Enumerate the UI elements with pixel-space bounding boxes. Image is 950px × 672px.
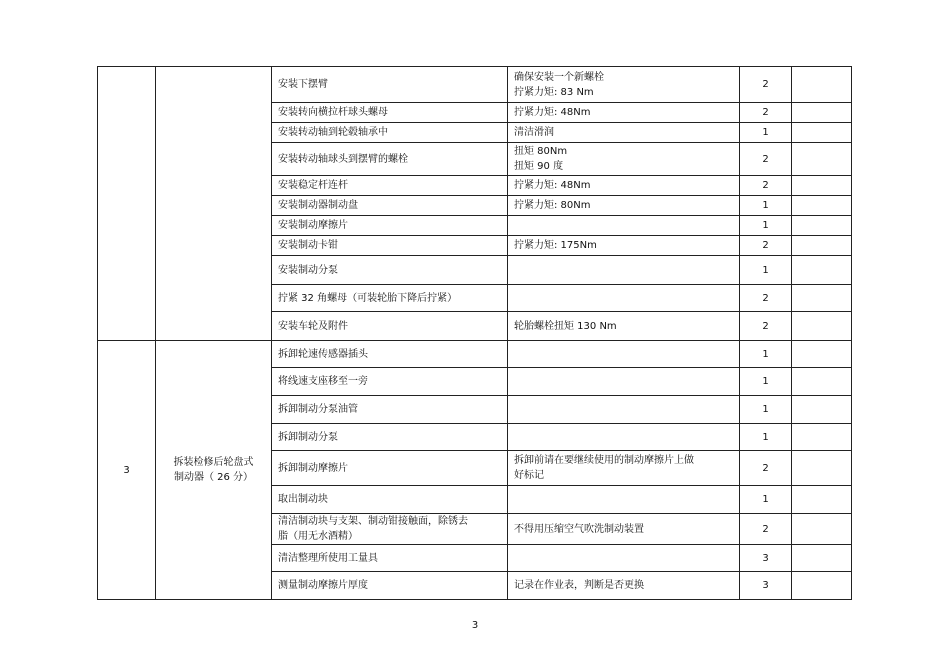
- deduction-cell: [792, 123, 852, 143]
- requirement-cell: [508, 341, 740, 368]
- score-cell: 1: [740, 486, 792, 514]
- deduction-cell: [792, 143, 852, 176]
- requirement-cell: [508, 176, 740, 196]
- step-cell: 安装转动轴球头到摆臂的螺栓: [272, 143, 508, 176]
- step-cell: 安装稳定杆连杆: [272, 176, 508, 196]
- requirement-cell: [508, 103, 740, 123]
- step-cell: 清洁整理所使用工量具: [272, 545, 508, 572]
- deduction-cell: [792, 285, 852, 312]
- deduction-cell: [792, 486, 852, 514]
- text-line: 拆卸前请在要继续使用的制动摩擦片上做: [514, 455, 694, 466]
- text-line: 脂（用无水酒精）: [278, 531, 358, 542]
- step-cell: 将线速支座移至一旁: [272, 368, 508, 396]
- deduction-cell: [792, 176, 852, 196]
- text-line: 不得用压缩空气吹洗制动装置: [514, 523, 644, 535]
- score-cell: 2: [740, 236, 792, 256]
- step-cell: 拧紧 32 角螺母（可装轮胎下降后拧紧）: [272, 285, 508, 312]
- requirement-cell: [508, 486, 740, 514]
- score-cell: 1: [740, 196, 792, 216]
- table-row: [98, 341, 852, 368]
- assessment-table: [97, 66, 852, 600]
- step-cell: 安装制动卡钳: [272, 236, 508, 256]
- step-cell: 拆卸轮速传感器插头: [272, 341, 508, 368]
- assessment-table-body: [98, 67, 852, 600]
- text-line: 清洁制动块与支架、制动钳接触面，除锈去: [278, 516, 468, 527]
- score-cell: 3: [740, 545, 792, 572]
- step-cell: 拆卸制动分泵油管: [272, 396, 508, 424]
- item-number-cell: 3: [98, 341, 156, 600]
- score-cell: 1: [740, 123, 792, 143]
- score-cell: 1: [740, 216, 792, 236]
- score-cell: 2: [740, 312, 792, 341]
- deduction-cell: [792, 103, 852, 123]
- requirement-cell: [508, 256, 740, 285]
- requirement-cell: [508, 143, 740, 176]
- item-number-cell: [98, 67, 156, 341]
- requirement-cell: [508, 424, 740, 451]
- step-cell: 安装转动轴到轮毂轴承中: [272, 123, 508, 143]
- score-cell: 2: [740, 143, 792, 176]
- requirement-cell: [508, 123, 740, 143]
- text-line: 扭矩 80Nm: [514, 146, 568, 157]
- requirement-cell: [508, 514, 740, 545]
- text-line: 记录在作业表，判断是否更换: [514, 580, 644, 591]
- project-cell: [156, 67, 272, 341]
- requirement-cell: [508, 545, 740, 572]
- text-line: 扭矩 90 度: [514, 161, 564, 172]
- text-line: 拧紧力矩: 175Nm: [514, 240, 597, 251]
- requirement-cell: [508, 67, 740, 103]
- page-number: 3: [471, 620, 479, 631]
- text-line: 拧紧力矩: 48Nm: [514, 107, 591, 118]
- step-cell: 安装车轮及附件: [272, 312, 508, 341]
- step-cell: 拆卸制动摩擦片: [272, 451, 508, 486]
- deduction-cell: [792, 451, 852, 486]
- score-cell: 2: [740, 103, 792, 123]
- text-line: 好标记: [514, 470, 544, 481]
- step-cell: 安装制动器制动盘: [272, 196, 508, 216]
- requirement-cell: [508, 368, 740, 396]
- score-cell: 1: [740, 341, 792, 368]
- score-cell: 1: [740, 424, 792, 451]
- text-line: 拧紧力矩: 83 Nm: [514, 86, 594, 98]
- requirement-cell: [508, 451, 740, 486]
- requirement-cell: [508, 236, 740, 256]
- deduction-cell: [792, 236, 852, 256]
- step-cell: 安装制动摩擦片: [272, 216, 508, 236]
- text-line: 拧紧力矩: 48Nm: [514, 180, 591, 191]
- deduction-cell: [792, 67, 852, 103]
- score-cell: 2: [740, 176, 792, 196]
- step-cell: 拆卸制动分泵: [272, 424, 508, 451]
- step-cell: 安装制动分泵: [272, 256, 508, 285]
- text-line: 拆装检修后轮盘式: [173, 457, 254, 468]
- text-line: 清洁滑润: [514, 127, 554, 138]
- step-cell: 安装下摆臂: [272, 67, 508, 103]
- requirement-cell: [508, 312, 740, 341]
- deduction-cell: [792, 312, 852, 341]
- deduction-cell: [792, 196, 852, 216]
- deduction-cell: [792, 572, 852, 600]
- requirement-cell: [508, 216, 740, 236]
- deduction-cell: [792, 424, 852, 451]
- deduction-cell: [792, 545, 852, 572]
- score-cell: 1: [740, 256, 792, 285]
- text-line: 轮胎螺栓扭矩 130 Nm: [514, 320, 617, 332]
- requirement-cell: [508, 196, 740, 216]
- score-cell: 3: [740, 572, 792, 600]
- requirement-cell: [508, 572, 740, 600]
- score-cell: 1: [740, 396, 792, 424]
- score-cell: 2: [740, 285, 792, 312]
- step-cell: 安装转向横拉杆球头螺母: [272, 103, 508, 123]
- deduction-cell: [792, 256, 852, 285]
- deduction-cell: [792, 368, 852, 396]
- step-cell: 取出制动块: [272, 486, 508, 514]
- score-cell: 2: [740, 67, 792, 103]
- deduction-cell: [792, 216, 852, 236]
- text-line: 确保安装一个新螺栓: [514, 71, 604, 83]
- table-row: [98, 67, 852, 103]
- requirement-cell: [508, 396, 740, 424]
- text-line: 制动器（ 26 分）: [173, 472, 254, 483]
- text-line: 拧紧力矩: 80Nm: [514, 200, 591, 211]
- deduction-cell: [792, 396, 852, 424]
- step-cell: [272, 514, 508, 545]
- score-cell: 2: [740, 514, 792, 545]
- score-cell: 2: [740, 451, 792, 486]
- deduction-cell: [792, 341, 852, 368]
- step-cell: 测量制动摩擦片厚度: [272, 572, 508, 600]
- project-cell: [156, 341, 272, 600]
- score-cell: 1: [740, 368, 792, 396]
- requirement-cell: [508, 285, 740, 312]
- deduction-cell: [792, 514, 852, 545]
